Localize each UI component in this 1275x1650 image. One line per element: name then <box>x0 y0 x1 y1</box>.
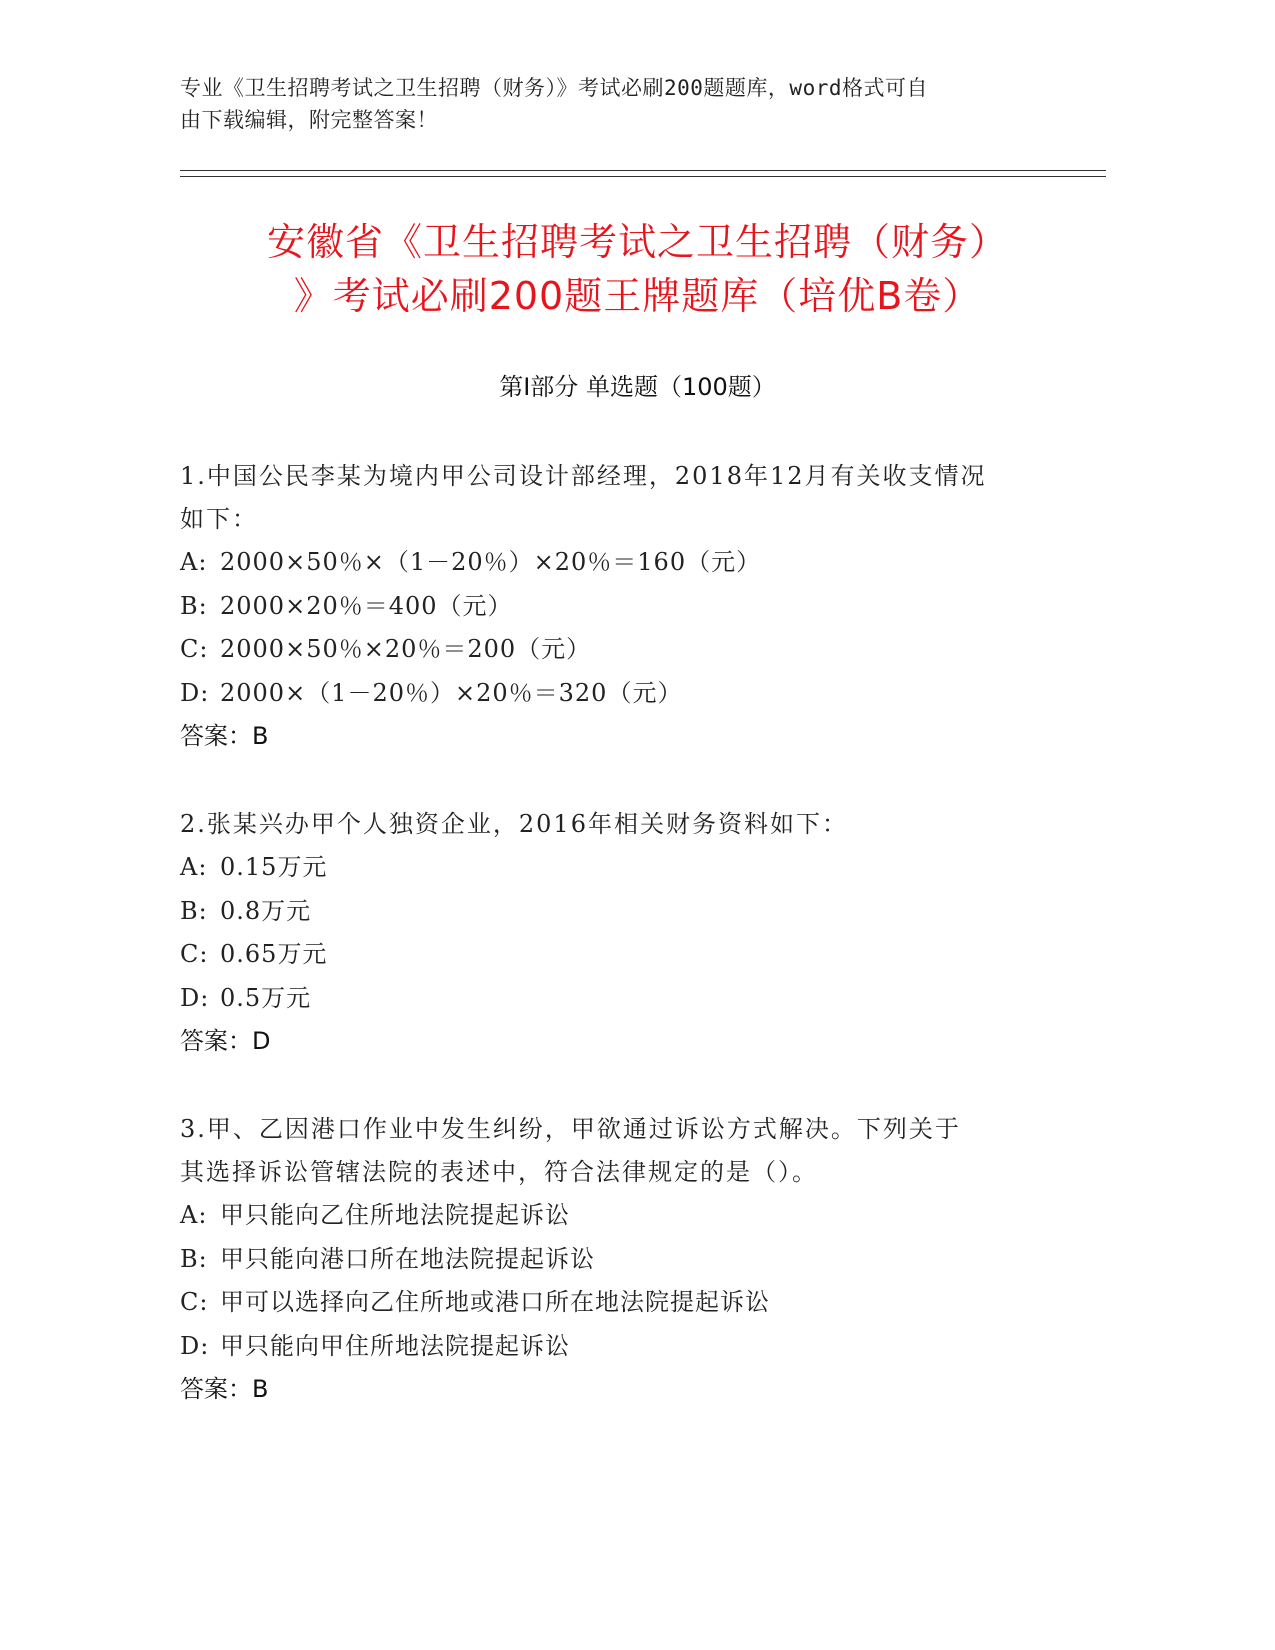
option-letter: C: <box>180 940 209 968</box>
question-item <box>180 803 1040 1064</box>
document-title <box>150 215 1125 323</box>
option-c <box>180 1281 1040 1325</box>
header-note-line: 专业《卫生招聘考试之卫生招聘（财务）》考试必刷200题题库，word格式可自 <box>180 76 928 100</box>
option-d <box>180 977 1040 1021</box>
option-letter: A: <box>180 1201 208 1229</box>
option-letter: A: <box>180 548 208 576</box>
answer-key: 答案：D <box>180 1027 271 1055</box>
header-divider <box>180 170 1106 171</box>
header-note <box>180 72 1040 136</box>
option-text: 0.65万元 <box>220 940 328 968</box>
title-line: 》考试必刷200题王牌题库（培优B卷） <box>293 274 982 318</box>
question-item <box>180 455 1040 759</box>
question-stem-line: 其选择诉讼管辖法院的表述中，符合法律规定的是（）。 <box>180 1158 818 1186</box>
header-divider <box>180 176 1106 177</box>
section-heading: 第I部分 单选题（100题） <box>499 373 776 401</box>
option-b <box>180 1238 1040 1282</box>
title-line: 安徽省《卫生招聘考试之卫生招聘（财务） <box>266 220 1008 264</box>
option-letter: A: <box>180 853 208 881</box>
answer-key: 答案：B <box>180 1375 269 1403</box>
option-letter: B: <box>180 896 208 925</box>
option-b <box>180 890 1040 934</box>
option-a <box>180 846 1040 890</box>
option-text: 0.15万元 <box>220 853 328 881</box>
option-letter: D: <box>180 983 210 1012</box>
question-stem-line: 2.张某兴办甲个人独资企业，2016年相关财务资料如下： <box>180 810 848 838</box>
option-d <box>180 1325 1040 1369</box>
option-text: 甲可以选择向乙住所地或港口所在地法院提起诉讼 <box>220 1288 770 1316</box>
header-note-line: 由下载编辑，附完整答案！ <box>180 108 438 132</box>
option-c <box>180 933 1040 977</box>
answer-key: 答案：B <box>180 722 269 750</box>
option-letter: B: <box>180 591 208 620</box>
option-c <box>180 628 1040 672</box>
option-text: 2000×20％＝400（元） <box>220 591 513 620</box>
option-text: 0.8万元 <box>220 896 312 925</box>
option-letter: D: <box>180 678 210 707</box>
question-item <box>180 1108 1040 1412</box>
option-text: 甲只能向甲住所地法院提起诉讼 <box>220 1331 570 1360</box>
option-text: 2000×（1－20％）×20％＝320（元） <box>220 678 683 707</box>
option-a <box>180 541 1040 585</box>
option-a <box>180 1194 1040 1238</box>
option-text: 甲只能向港口所在地法院提起诉讼 <box>220 1244 595 1273</box>
option-letter: C: <box>180 635 209 663</box>
option-text: 2000×50％×（1－20％）×20％＝160（元） <box>220 548 762 576</box>
option-letter: B: <box>180 1244 208 1273</box>
option-letter: C: <box>180 1288 209 1316</box>
question-stem-line: 1.中国公民李某为境内甲公司设计部经理，2018年12月有关收支情况 <box>180 462 987 490</box>
option-text: 甲只能向乙住所地法院提起诉讼 <box>220 1201 570 1229</box>
option-text: 2000×50％×20％＝200（元） <box>220 635 592 663</box>
option-text: 0.5万元 <box>220 983 312 1012</box>
option-d <box>180 672 1040 716</box>
option-letter: D: <box>180 1331 210 1360</box>
question-stem-line: 如下： <box>180 505 258 533</box>
option-b <box>180 585 1040 629</box>
question-stem-line: 3.甲、乙因港口作业中发生纠纷，甲欲通过诉讼方式解决。下列关于 <box>180 1115 961 1143</box>
